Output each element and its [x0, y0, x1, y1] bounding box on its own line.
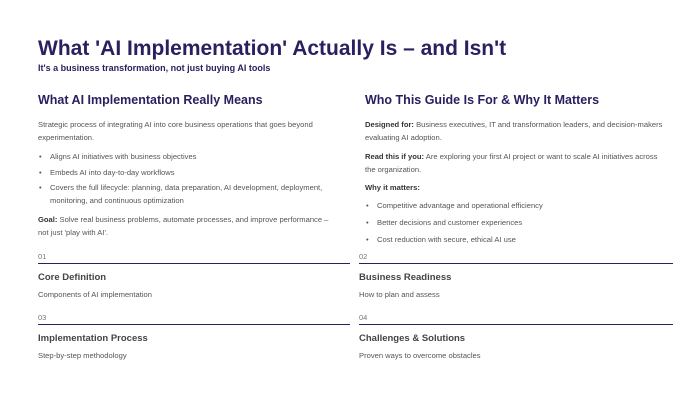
- list-item: [38, 167, 338, 180]
- left-intro: Strategic process of integrating AI into core business operations that goes beyond experimentation.: [38, 120, 313, 142]
- list-item: [38, 182, 338, 207]
- goal-paragraph: [38, 214, 338, 239]
- right-bullet-list: [365, 200, 670, 247]
- left-column: [38, 93, 338, 246]
- bullet-icon: •: [39, 167, 42, 177]
- card-divider: [38, 263, 350, 264]
- list-item-text: Covers the full lifecycle: planning, data preparation, AI development, deployment, monitoring, and continuous optimization: [50, 183, 323, 205]
- card-title: Implementation Process: [38, 333, 148, 344]
- right-heading: Who This Guide Is For & Why It Matters: [365, 93, 600, 107]
- left-bullet-list: [38, 151, 338, 207]
- card-divider: [359, 263, 673, 264]
- list-item-text: Embeds AI into day-to-day workflows: [50, 167, 175, 177]
- page-subtitle: It's a business transformation, not just buying AI tools: [38, 63, 271, 73]
- goal-text: Solve real business problems, automate processes, and improve performance – not just 'play with AI'.: [38, 215, 329, 237]
- designed-for-paragraph: [365, 119, 670, 144]
- goal-label: Goal:: [38, 215, 58, 224]
- list-item: [38, 151, 338, 164]
- card-description: How to plan and assess: [359, 290, 440, 299]
- designed-for-text: Business executives, IT and transformation leaders, and decision-makers evaluating AI adoption.: [365, 120, 663, 142]
- card-divider: [359, 324, 673, 325]
- list-item: [365, 217, 670, 230]
- list-item: [365, 200, 670, 213]
- bullet-icon: •: [366, 218, 369, 227]
- list-item: [365, 234, 670, 247]
- list-item-text: Competitive advantage and operational efficiency: [377, 201, 543, 210]
- list-item-text: Cost reduction with secure, ethical AI use: [377, 235, 516, 244]
- card-number: 01: [38, 252, 47, 261]
- bullet-icon: •: [39, 183, 42, 192]
- card-description: Step-by-step methodology: [38, 351, 127, 360]
- card-title: Business Readiness: [359, 272, 452, 283]
- list-item-text: Better decisions and customer experiences: [377, 218, 523, 227]
- read-this-text: Are exploring your first AI project or want to scale AI initiatives across the organization.: [365, 152, 658, 174]
- right-column: [365, 93, 670, 254]
- page-title: What 'AI Implementation' Actually Is – and Isn't: [38, 37, 507, 60]
- section-card-business-readiness[interactable]: [359, 252, 673, 299]
- card-divider: [38, 324, 350, 325]
- left-heading: What AI Implementation Really Means: [38, 93, 263, 107]
- read-this-label: Read this if you:: [365, 152, 425, 161]
- card-description: Proven ways to overcome obstacles: [359, 351, 481, 360]
- card-title: Core Definition: [38, 272, 107, 283]
- card-number: 02: [359, 252, 368, 261]
- section-card-core-definition[interactable]: [38, 252, 350, 299]
- why-it-matters-label: Why it matters:: [365, 183, 420, 192]
- read-this-paragraph: [365, 151, 670, 176]
- card-title: Challenges & Solutions: [359, 333, 466, 344]
- list-item-text: Aligns AI initiatives with business objectives: [50, 152, 197, 161]
- bullet-icon: •: [39, 152, 42, 161]
- designed-for-label: Designed for:: [365, 120, 414, 129]
- bullet-icon: •: [366, 235, 369, 244]
- card-number: 04: [359, 313, 368, 322]
- section-card-implementation-process[interactable]: [38, 313, 350, 360]
- card-number: 03: [38, 313, 47, 322]
- section-card-challenges-solutions[interactable]: [359, 313, 673, 360]
- card-description: Components of AI implementation: [38, 290, 152, 299]
- bullet-icon: •: [366, 201, 369, 210]
